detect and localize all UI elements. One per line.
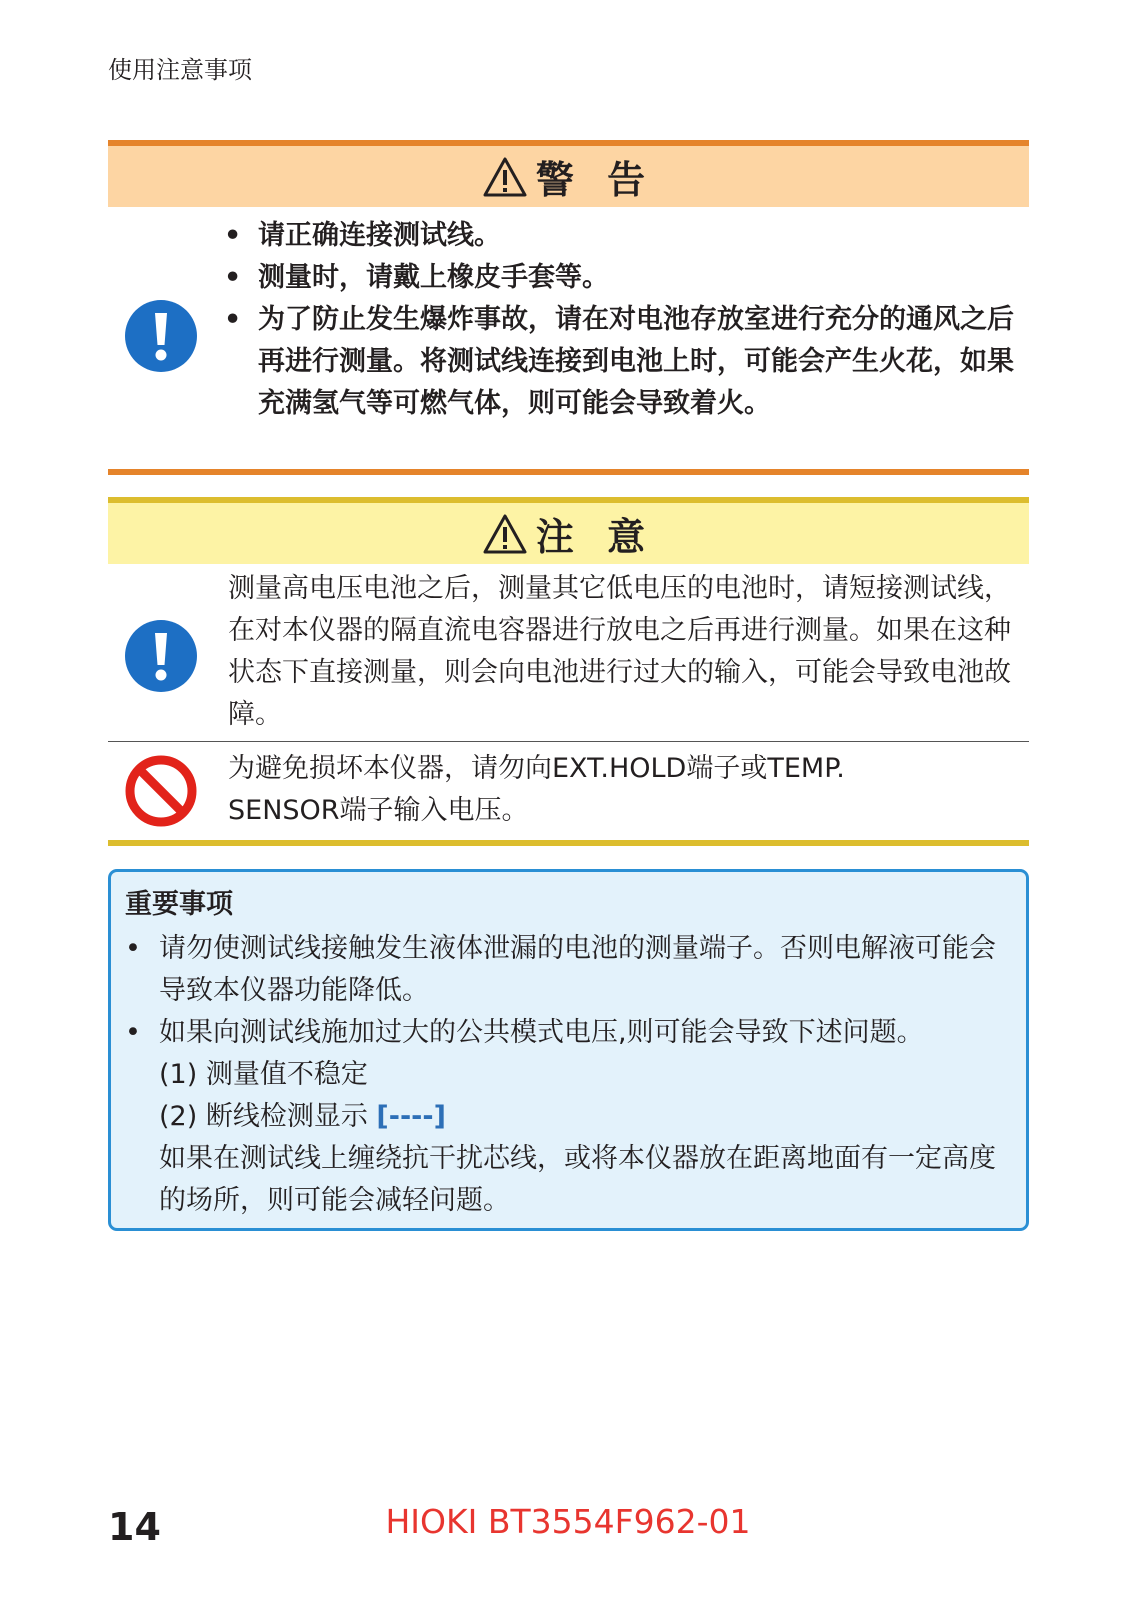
page-number: 14 — [108, 1505, 161, 1549]
prohibition-icon — [124, 754, 198, 828]
list-item: • 测量时，请戴上橡皮手套等。 — [224, 262, 609, 293]
warning-triangle-icon — [482, 156, 528, 198]
list-item: • 如果向测试线施加过大的公共模式电压,则可能会导致下述问题。 (1) 测量值不稳定 (2) 断线检测显示 [----] 如果在测试线上缠绕抗干扰芯线，或将本仪器放在距离地面有一定高度的场所，则可能会减轻问题。 — [125, 1012, 1015, 1222]
caution-text-discharge: 测量高电压电池之后，测量其它低电压的电池时，请短接测试线，在对本仪器的隔直流电容器进行放电之后再进行测量。如果在这种状态下直接测量，则会向电池进行过大的输入，可能会导致电池故障。 — [228, 573, 1011, 730]
page-section-title: 使用注意事项 — [108, 56, 252, 84]
warning-header — [108, 146, 1029, 207]
caution-title: 注 意 — [535, 515, 656, 559]
list-item: • 请勿使测试线接触发生液体泄漏的电池的测量端子。否则电解液可能会导致本仪器功能降低。 — [125, 933, 996, 1006]
caution-text-terminal: 为避免损坏本仪器，请勿向EXT.HOLD端子或TEMP. SENSOR端子输入电压。 — [228, 753, 845, 826]
caution-header — [108, 503, 1029, 564]
list-item: • 为了防止发生爆炸事故，请在对电池存放室进行充分的通风之后再进行测量。将测试线连接到电池上时，可能会产生火花，如果充满氢气等可燃气体，则可能会导致着火。 — [224, 304, 1014, 419]
warning-triangle-icon — [482, 513, 528, 555]
warning-title: 警 告 — [535, 158, 656, 202]
exclamation-circle-icon — [124, 619, 198, 693]
important-list — [125, 928, 1015, 1222]
warning-list — [224, 215, 1014, 425]
important-title: 重要事项 — [125, 889, 233, 920]
caution-box — [108, 497, 1029, 846]
warning-body — [108, 207, 1029, 469]
display-code: [----] — [376, 1101, 446, 1132]
exclamation-circle-icon — [124, 299, 198, 373]
important-box — [108, 869, 1029, 1231]
display-line: (2) 断线检测显示 [----] — [159, 1101, 446, 1132]
caution-row-mandatory — [108, 564, 1029, 742]
list-item: • 请正确连接测试线。 — [224, 220, 501, 251]
caution-row-prohibition — [108, 742, 1029, 840]
warning-box — [108, 140, 1029, 475]
doc-code: HIOKI BT3554F962-01 — [385, 1502, 751, 1541]
